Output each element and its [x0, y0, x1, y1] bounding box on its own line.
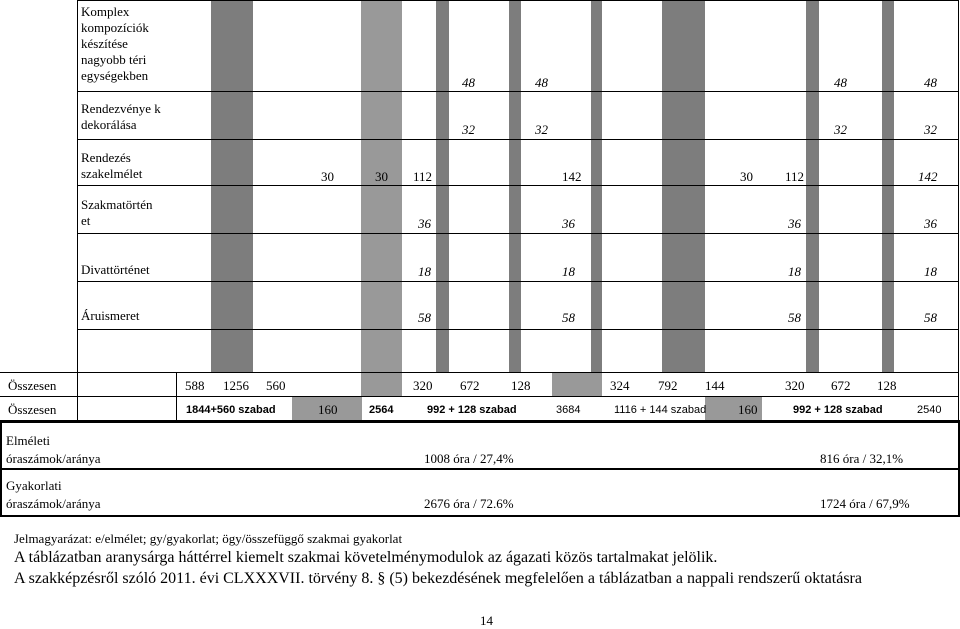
table-cell: 1256	[223, 378, 249, 393]
table-cell: 30	[321, 169, 334, 184]
shaded-cell	[894, 372, 960, 396]
theory-label: Elméleti	[6, 433, 51, 448]
table-cell: 48	[535, 75, 548, 90]
row-label-rendezveny: Rendezvénye k dekorálása	[81, 101, 161, 132]
legend-note: Jelmagyarázat: e/elmélet; gy/gyakorlat; ögy/összefüggő szakmai gyakorlat	[14, 531, 403, 546]
shaded-column	[211, 0, 253, 372]
shaded-column	[806, 0, 819, 372]
shaded-cell	[361, 372, 402, 396]
table-cell: 58	[418, 310, 431, 325]
table-cell: 112	[413, 169, 433, 184]
table-cell: 18	[924, 264, 937, 279]
practice-label: Gyakorlati	[6, 478, 62, 493]
shaded-column	[662, 0, 705, 372]
table-cell: 32	[535, 122, 548, 137]
table-cell: 32	[462, 122, 475, 137]
table-cell: 48	[924, 75, 937, 90]
table-cell: 142	[918, 169, 938, 184]
table-cell: 58	[788, 310, 801, 325]
table-cell: 3684	[556, 404, 581, 416]
table-cell: 2564	[369, 404, 394, 416]
table-cell: 58	[562, 310, 575, 325]
table-cell: 18	[562, 264, 575, 279]
practice-value: 1724 óra / 67,9%	[820, 496, 910, 511]
table-cell: 992 + 128 szabad	[793, 404, 883, 416]
totals-label: Összesen	[8, 402, 57, 417]
table-cell: 32	[834, 122, 847, 137]
table-cell: 128	[877, 378, 897, 393]
table-cell: 112	[785, 169, 805, 184]
table-cell: 672	[831, 378, 851, 393]
practice-value: 2676 óra / 72.6%	[424, 496, 514, 511]
table-cell: 142	[562, 169, 582, 184]
shaded-column	[509, 0, 521, 372]
table-cell: 18	[788, 264, 801, 279]
table-cell: 36	[562, 216, 575, 231]
table-cell: 1116 + 144 szabad	[614, 404, 707, 416]
table-cell: 128	[511, 378, 531, 393]
row-label-komplex: Komplex kompozíciók készítése nagyobb téri egységekben	[81, 4, 149, 83]
shaded-column	[361, 0, 402, 372]
table-cell: 2540	[917, 404, 942, 416]
table-cell: 144	[705, 378, 725, 393]
table-cell: 320	[785, 378, 805, 393]
theory-value: 816 óra / 32,1%	[820, 451, 904, 466]
totals-label: Összesen	[8, 378, 57, 393]
table-cell: 36	[418, 216, 431, 231]
theory-value: 1008 óra / 27,4%	[424, 451, 514, 466]
table-cell: 324	[610, 378, 630, 393]
table-cell: 58	[924, 310, 937, 325]
shaded-column	[882, 0, 894, 372]
note-line: A szakképzésről szóló 2011. évi CLXXXVII. törvény 8. § (5) bekezdésének megfelelően a táblázatban a nappali rendszerű oktatásra	[14, 570, 862, 587]
table-cell: 36	[924, 216, 937, 231]
summary-divider	[0, 468, 960, 470]
shaded-cell	[552, 372, 602, 396]
table-cell: 992 + 128 szabad	[427, 404, 517, 416]
practice-label: óraszámok/aránya	[6, 496, 101, 511]
table-cell: 1844+560 szabad	[186, 404, 276, 416]
row-label-rendezes: Rendezés szakelmélet	[81, 150, 143, 181]
table-cell: 560	[266, 378, 286, 393]
table-cell: 30	[375, 169, 388, 184]
page-number: 14	[480, 613, 493, 628]
table-cell: 320	[413, 378, 433, 393]
table-cell: 160	[738, 402, 758, 417]
table-cell: 672	[460, 378, 480, 393]
row-label-aruismeret: Áruismeret	[81, 308, 140, 323]
row-label-szakmatortenet: Szakmatörtén et	[81, 197, 153, 228]
table-cell: 30	[740, 169, 753, 184]
table-cell: 32	[924, 122, 937, 137]
shaded-column	[436, 0, 449, 372]
table-cell: 48	[834, 75, 847, 90]
table-cell: 588	[185, 378, 205, 393]
table-cell: 792	[658, 378, 678, 393]
table-cell: 160	[318, 402, 338, 417]
shaded-column	[591, 0, 602, 372]
note-line: A táblázatban aranysárga háttérrel kiemelt szakmai követelménymodulok az ágazati közös tartalmakat jelölik.	[14, 549, 718, 566]
row-label-divattortenet: Divattörténet	[81, 262, 150, 277]
table-cell: 48	[462, 75, 475, 90]
theory-label: óraszámok/aránya	[6, 451, 101, 466]
table-cell: 18	[418, 264, 431, 279]
table-cell: 36	[788, 216, 801, 231]
